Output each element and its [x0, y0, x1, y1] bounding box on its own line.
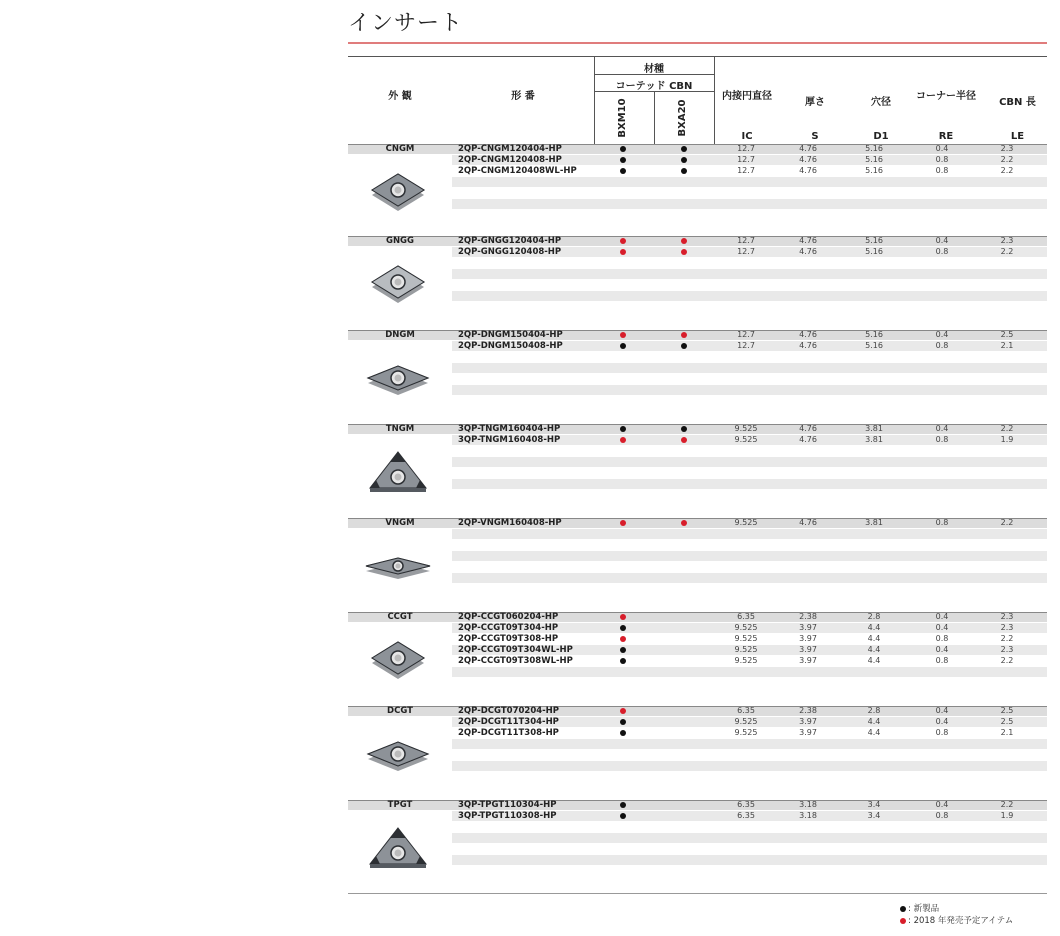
- ic-value: 9.525: [734, 717, 758, 726]
- d1-value: 4.4: [867, 634, 881, 643]
- d1-value: 2.8: [867, 706, 881, 715]
- le-value: 2.2: [1000, 800, 1014, 809]
- le-value: 2.1: [1000, 341, 1014, 350]
- table-row: [452, 424, 1047, 434]
- s-header: S: [811, 131, 819, 142]
- table-row: [452, 728, 1047, 738]
- part-number: 2QP-CNGM120404-HP: [458, 144, 562, 154]
- d1-value: 3.81: [865, 424, 883, 433]
- s-value: 4.76: [799, 144, 817, 153]
- part-number: 2QP-GNGG120404-HP: [458, 236, 562, 246]
- shape-code-label: CCGT: [387, 612, 413, 622]
- d1-value: 5.16: [865, 166, 883, 175]
- re-value: 0.4: [935, 236, 949, 245]
- s-value: 4.76: [799, 330, 817, 339]
- s-value: 4.76: [799, 155, 817, 164]
- ic-value: 9.525: [734, 634, 758, 643]
- legend-planned: : 2018 年発売予定アイテム: [900, 914, 1013, 926]
- ic-value: 12.7: [737, 236, 755, 245]
- table-row: [452, 363, 1047, 373]
- insert-group-cngm: [348, 144, 1047, 234]
- black-dot-icon: [620, 802, 626, 808]
- coated-cbn-header: コーテッド CBN: [615, 81, 693, 92]
- insert-group-vngm: [348, 518, 1047, 608]
- black-dot-icon: [681, 146, 687, 152]
- re-value: 0.4: [935, 800, 949, 809]
- red-dot-icon: [681, 437, 687, 443]
- table-end-rule: [348, 893, 1047, 894]
- table-row: [452, 562, 1047, 572]
- le-value: 2.2: [1000, 166, 1014, 175]
- s-value: 4.76: [799, 435, 817, 444]
- d1-value: 5.16: [865, 247, 883, 256]
- le-value: 2.2: [1000, 518, 1014, 527]
- table-row: [452, 518, 1047, 528]
- re-header: RE: [938, 131, 954, 142]
- table-row: [452, 761, 1047, 771]
- ic-value: 9.525: [734, 645, 758, 654]
- ic-value: 12.7: [737, 155, 755, 164]
- red-dot-icon: [681, 520, 687, 526]
- d1-value: 4.4: [867, 656, 881, 665]
- appearance-header: 外 観: [388, 91, 412, 102]
- ic-value: 12.7: [737, 330, 755, 339]
- red-dot-icon: [620, 636, 626, 642]
- ic-value: 12.7: [737, 144, 755, 153]
- ic-value: 9.525: [734, 435, 758, 444]
- table-row: [452, 396, 1047, 406]
- s-jp-header: 厚さ: [805, 97, 825, 108]
- le-value: 2.2: [1000, 634, 1014, 643]
- part-number: 2QP-CNGM120408WL-HP: [458, 166, 577, 176]
- insert-group-tngm: [348, 424, 1047, 514]
- s-value: 4.76: [799, 341, 817, 350]
- grade-bxm10-header: BXM10: [617, 98, 628, 138]
- black-dot-icon: [620, 625, 626, 631]
- re-value: 0.4: [935, 717, 949, 726]
- black-dot-icon: [620, 658, 626, 664]
- d1-value: 3.81: [865, 518, 883, 527]
- table-row: [452, 385, 1047, 395]
- d1-value: 5.16: [865, 236, 883, 245]
- red-dot-icon: [620, 238, 626, 244]
- re-value: 0.8: [935, 435, 949, 444]
- table-row: [452, 822, 1047, 832]
- re-value: 0.8: [935, 155, 949, 164]
- table-row: [452, 280, 1047, 290]
- page-title: インサート: [348, 11, 464, 36]
- re-value: 0.4: [935, 424, 949, 433]
- d1-value: 3.81: [865, 435, 883, 444]
- table-row: [452, 772, 1047, 782]
- red-dot-icon: [620, 520, 626, 526]
- red-dot-icon: [681, 249, 687, 255]
- table-row: [452, 210, 1047, 220]
- le-value: 2.5: [1000, 706, 1014, 715]
- ic-value: 6.35: [737, 800, 755, 809]
- black-dot-icon: [620, 343, 626, 349]
- part-number: 2QP-CCGT09T304WL-HP: [458, 645, 573, 655]
- insert-dcgt-image: [362, 732, 434, 776]
- black-dot-icon: [620, 719, 626, 725]
- ic-value: 12.7: [737, 247, 755, 256]
- s-value: 4.76: [799, 424, 817, 433]
- table-row: [452, 739, 1047, 749]
- re-value: 0.8: [935, 634, 949, 643]
- shape-code-label: VNGM: [385, 518, 415, 528]
- table-row: [452, 177, 1047, 187]
- le-value: 2.3: [1000, 612, 1014, 621]
- table-row: [452, 341, 1047, 351]
- title-rule: [348, 42, 1047, 44]
- part-number: 3QP-TNGM160404-HP: [458, 424, 561, 434]
- d1-header: D1: [873, 131, 889, 142]
- d1-value: 3.4: [867, 811, 881, 820]
- table-row: [452, 634, 1047, 644]
- table-row: [452, 551, 1047, 561]
- insert-ccgt-image: [362, 638, 434, 682]
- s-value: 3.97: [799, 623, 817, 632]
- insert-tpgt-image: [362, 826, 434, 870]
- table-row: [452, 457, 1047, 467]
- shape-code-label: TPGT: [387, 800, 413, 810]
- table-row: [452, 166, 1047, 176]
- re-value: 0.4: [935, 612, 949, 621]
- d1-value: 5.16: [865, 330, 883, 339]
- part-number: 2QP-CCGT09T304-HP: [458, 623, 559, 633]
- table-row: [452, 667, 1047, 677]
- table-row: [452, 291, 1047, 301]
- ic-value: 6.35: [737, 706, 755, 715]
- le-value: 2.5: [1000, 330, 1014, 339]
- table-row: [452, 706, 1047, 716]
- ic-value: 9.525: [734, 518, 758, 527]
- black-dot-icon: [620, 157, 626, 163]
- d1-value: 2.8: [867, 612, 881, 621]
- table-row: [452, 236, 1047, 246]
- s-value: 3.18: [799, 800, 817, 809]
- s-value: 3.97: [799, 728, 817, 737]
- le-value: 2.2: [1000, 424, 1014, 433]
- table-row: [452, 374, 1047, 384]
- table-row: [452, 330, 1047, 340]
- red-dot-icon: [620, 249, 626, 255]
- re-value: 0.8: [935, 518, 949, 527]
- s-value: 4.76: [799, 166, 817, 175]
- black-dot-icon: [620, 647, 626, 653]
- ic-value: 9.525: [734, 656, 758, 665]
- black-dot-icon: [681, 157, 687, 163]
- part-number: 2QP-DCGT11T304-HP: [458, 717, 559, 727]
- black-dot-icon: [681, 168, 687, 174]
- insert-group-gngg: [348, 236, 1047, 326]
- table-row: [452, 833, 1047, 843]
- part-number: 2QP-VNGM160408-HP: [458, 518, 562, 528]
- table-header: [348, 56, 1047, 145]
- grade-bxa20-header: BXA20: [677, 99, 688, 137]
- re-value: 0.4: [935, 645, 949, 654]
- legend-new: : 新製品: [900, 902, 939, 914]
- insert-group-dcgt: [348, 706, 1047, 796]
- table-row: [452, 258, 1047, 268]
- insert-tngm-image: [362, 450, 434, 494]
- part-number: 3QP-TNGM160408-HP: [458, 435, 561, 445]
- shape-code-label: DCGT: [387, 706, 413, 716]
- re-value: 0.4: [935, 330, 949, 339]
- le-value: 2.3: [1000, 623, 1014, 632]
- s-value: 2.38: [799, 706, 817, 715]
- table-row: [452, 811, 1047, 821]
- re-value: 0.8: [935, 656, 949, 665]
- red-dot-icon: [620, 708, 626, 714]
- part-number: 2QP-DCGT070204-HP: [458, 706, 560, 716]
- table-row: [452, 844, 1047, 854]
- insert-group-tpgt: [348, 800, 1047, 890]
- table-row: [452, 573, 1047, 583]
- part-number-header: 形 番: [511, 91, 535, 102]
- ic-header: IC: [741, 131, 753, 142]
- shape-code-label: DNGM: [385, 330, 415, 340]
- le-value: 2.2: [1000, 656, 1014, 665]
- d1-value: 5.16: [865, 144, 883, 153]
- table-row: [452, 435, 1047, 445]
- table-row: [452, 155, 1047, 165]
- ic-value: 9.525: [734, 728, 758, 737]
- re-value: 0.4: [935, 623, 949, 632]
- shape-code-label: GNGG: [385, 236, 415, 246]
- s-value: 4.76: [799, 518, 817, 527]
- part-number: 2QP-CCGT060204-HP: [458, 612, 559, 622]
- table-row: [452, 866, 1047, 876]
- insert-cngm-image: [362, 170, 434, 214]
- table-row: [452, 446, 1047, 456]
- black-dot-icon: [681, 426, 687, 432]
- black-dot-icon: [620, 146, 626, 152]
- black-dot-icon: [620, 730, 626, 736]
- red-dot-icon: [620, 437, 626, 443]
- red-dot-icon: [620, 332, 626, 338]
- s-value: 3.97: [799, 634, 817, 643]
- table-row: [452, 612, 1047, 622]
- table-row: [452, 584, 1047, 594]
- s-value: 3.97: [799, 656, 817, 665]
- table-row: [452, 750, 1047, 760]
- shape-code-label: CNGM: [385, 144, 415, 154]
- black-dot-icon: [681, 343, 687, 349]
- s-value: 3.97: [799, 717, 817, 726]
- re-value: 0.8: [935, 341, 949, 350]
- part-number: 3QP-TPGT110308-HP: [458, 811, 557, 821]
- le-value: 2.2: [1000, 247, 1014, 256]
- part-number: 2QP-CNGM120408-HP: [458, 155, 562, 165]
- part-number: 2QP-GNGG120408-HP: [458, 247, 562, 257]
- table-row: [452, 199, 1047, 209]
- insert-group-ccgt: [348, 612, 1047, 702]
- le-jp-header: CBN 長: [999, 97, 1036, 108]
- ic-value: 6.35: [737, 612, 755, 621]
- insert-group-dngm: [348, 330, 1047, 420]
- d1-value: 5.16: [865, 155, 883, 164]
- d1-value: 4.4: [867, 645, 881, 654]
- table-row: [452, 540, 1047, 550]
- le-value: 2.2: [1000, 155, 1014, 164]
- ic-value: 9.525: [734, 623, 758, 632]
- table-row: [452, 645, 1047, 655]
- part-number: 2QP-CCGT09T308WL-HP: [458, 656, 573, 666]
- le-value: 2.1: [1000, 728, 1014, 737]
- re-value: 0.8: [935, 728, 949, 737]
- re-jp-header: コーナー半径: [916, 91, 976, 102]
- table-row: [452, 800, 1047, 810]
- le-header: LE: [1010, 131, 1025, 142]
- s-value: 2.38: [799, 612, 817, 621]
- s-value: 4.76: [799, 247, 817, 256]
- le-value: 2.3: [1000, 144, 1014, 153]
- ic-value: 12.7: [737, 166, 755, 175]
- s-value: 3.97: [799, 645, 817, 654]
- table-row: [452, 302, 1047, 312]
- le-value: 1.9: [1000, 435, 1014, 444]
- s-value: 3.18: [799, 811, 817, 820]
- le-value: 2.3: [1000, 236, 1014, 245]
- table-row: [452, 855, 1047, 865]
- black-dot-icon: [900, 906, 906, 912]
- re-value: 0.8: [935, 247, 949, 256]
- s-value: 4.76: [799, 236, 817, 245]
- table-row: [452, 188, 1047, 198]
- le-value: 2.5: [1000, 717, 1014, 726]
- le-value: 2.3: [1000, 645, 1014, 654]
- black-dot-icon: [620, 813, 626, 819]
- re-value: 0.4: [935, 144, 949, 153]
- insert-gngg-image: [362, 262, 434, 306]
- table-row: [452, 529, 1047, 539]
- red-dot-icon: [900, 918, 906, 924]
- re-value: 0.4: [935, 706, 949, 715]
- table-row: [452, 468, 1047, 478]
- table-row: [452, 247, 1047, 257]
- black-dot-icon: [620, 168, 626, 174]
- table-row: [452, 717, 1047, 727]
- table-row: [452, 269, 1047, 279]
- shape-code-label: TNGM: [385, 424, 415, 434]
- d1-jp-header: 穴径: [871, 97, 891, 108]
- le-value: 1.9: [1000, 811, 1014, 820]
- ic-value: 12.7: [737, 341, 755, 350]
- d1-value: 3.4: [867, 800, 881, 809]
- red-dot-icon: [620, 614, 626, 620]
- re-value: 0.8: [935, 811, 949, 820]
- ic-jp-header: 内接円直径: [722, 91, 772, 102]
- table-row: [452, 479, 1047, 489]
- table-row: [452, 352, 1047, 362]
- insert-dngm-image: [362, 356, 434, 400]
- part-number: 2QP-DNGM150408-HP: [458, 341, 563, 351]
- material-header: 材種: [644, 64, 664, 75]
- part-number: 3QP-TPGT110304-HP: [458, 800, 557, 810]
- black-dot-icon: [620, 426, 626, 432]
- insert-vngm-image: [362, 544, 434, 588]
- table-row: [452, 678, 1047, 688]
- part-number: 2QP-DNGM150404-HP: [458, 330, 563, 340]
- d1-value: 5.16: [865, 341, 883, 350]
- ic-value: 9.525: [734, 424, 758, 433]
- table-row: [452, 623, 1047, 633]
- part-number: 2QP-DCGT11T308-HP: [458, 728, 559, 738]
- part-number: 2QP-CCGT09T308-HP: [458, 634, 559, 644]
- table-row: [452, 144, 1047, 154]
- red-dot-icon: [681, 238, 687, 244]
- d1-value: 4.4: [867, 728, 881, 737]
- d1-value: 4.4: [867, 717, 881, 726]
- ic-value: 6.35: [737, 811, 755, 820]
- table-row: [452, 656, 1047, 666]
- d1-value: 4.4: [867, 623, 881, 632]
- red-dot-icon: [681, 332, 687, 338]
- table-row: [452, 490, 1047, 500]
- re-value: 0.8: [935, 166, 949, 175]
